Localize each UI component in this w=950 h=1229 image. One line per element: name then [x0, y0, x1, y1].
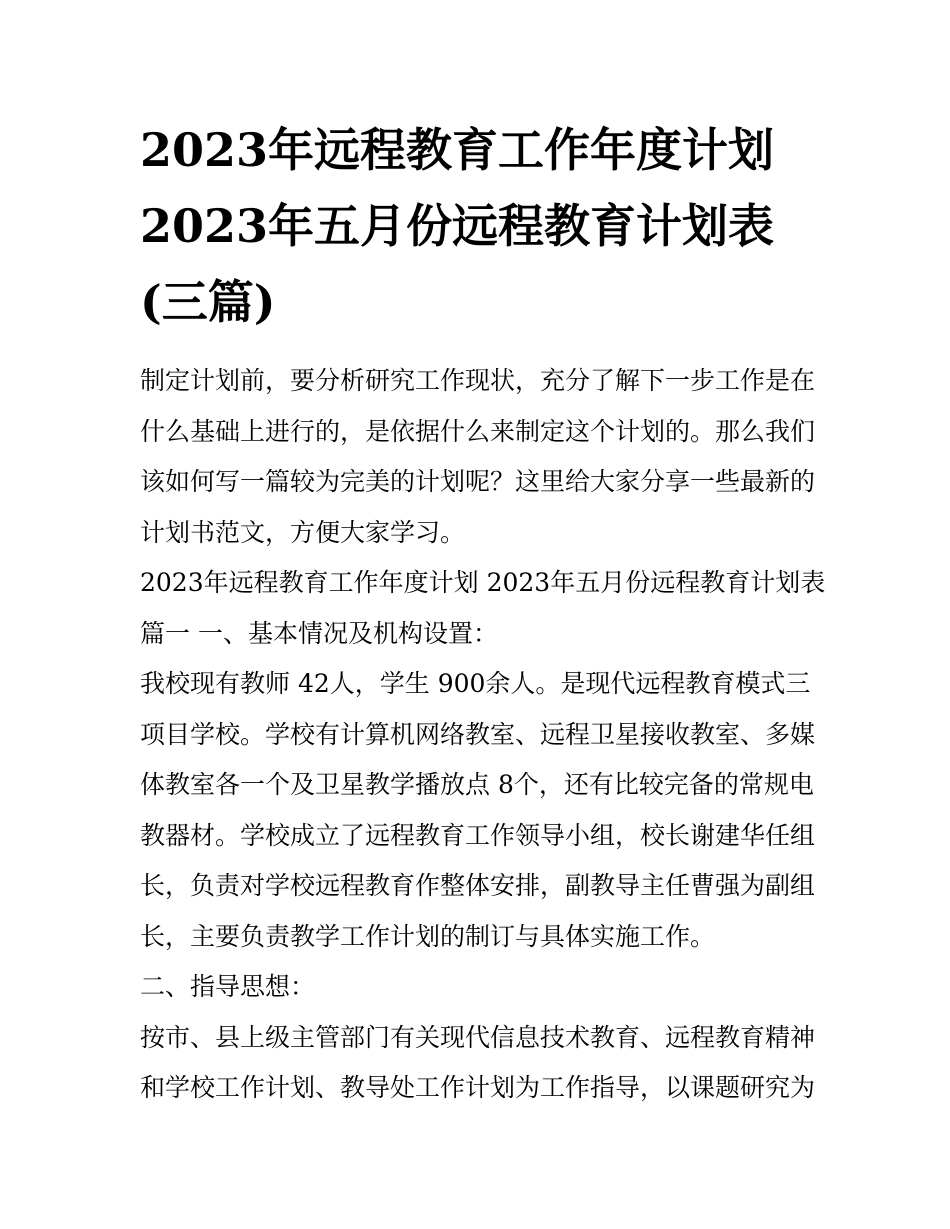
- body-line: 我校现有教师 42人，学生 900余人。是现代远程教育模式三: [140, 669, 811, 698]
- body-line: 项目学校。学校有计算机网络教室、远程卫星接收教室、多媒: [140, 719, 816, 749]
- body-line: 教器材。学校成立了远程教育工作领导小组，校长谢建华任组: [140, 820, 816, 850]
- document-title: [140, 112, 820, 340]
- body-line: 该如何写一篇较为完美的计划呢？这里给大家分享一些最新的: [140, 467, 816, 496]
- document-body: [140, 356, 826, 1114]
- body-line: 什么基础上进行的，是依据什么来制定这个计划的。那么我们: [140, 416, 816, 446]
- title-line: 2023年远程教育工作年度计划: [140, 123, 775, 177]
- body-line: 长，负责对学校远程教育作整体安排，副教导主任曹强为副组: [140, 871, 816, 900]
- body-line: 按市、县上级主管部门有关现代信息技术教育、远程教育精神: [140, 1022, 816, 1052]
- body-line: 2023年远程教育工作年度计划 2023年五月份远程教育计划表: [140, 568, 826, 597]
- body-line: 体教室各一个及卫星教学播放点 8个，还有比较完备的常规电: [140, 770, 814, 799]
- body-line: 长，主要负责教学工作计划的制订与具体实施工作。: [140, 921, 716, 951]
- body-line: 二、指导思想：: [140, 972, 316, 1001]
- body-line: 制定计划前，要分析研究工作现状，充分了解下一步工作是在: [140, 366, 816, 395]
- title-line: 2023年五月份远程教育计划表: [140, 199, 775, 253]
- title-line: (三篇): [140, 275, 276, 329]
- body-line: 计划书范文，方便大家学习。: [140, 517, 466, 547]
- body-line: 篇一 一、基本情况及机构设置：: [140, 618, 498, 648]
- body-line: 和学校工作计划、教导处工作计划为工作指导，以课题研究为: [140, 1073, 816, 1102]
